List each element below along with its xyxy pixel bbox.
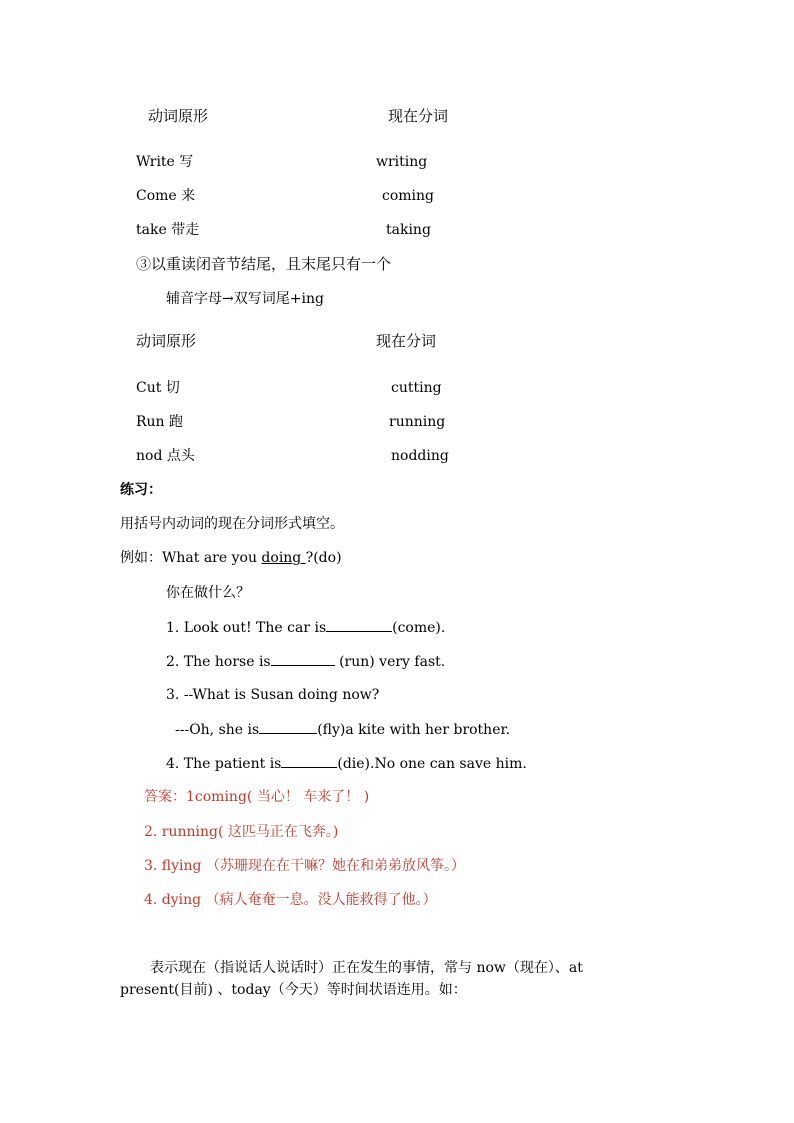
answer-blank[interactable] bbox=[259, 720, 317, 734]
question-3: 3. --What is Susan doing now? bbox=[166, 687, 380, 703]
table1-row-base: take 带走 bbox=[136, 222, 200, 238]
question-2: 2. The horse is (run) very fast. bbox=[166, 654, 446, 670]
answer-2: 2. running( 这匹马正在飞奔。) bbox=[144, 824, 339, 840]
table1-row-participle: coming bbox=[382, 188, 435, 204]
answer-4: 4. dying （病人奄奄一息。没人能救得了他。） bbox=[144, 892, 437, 908]
answer-blank[interactable] bbox=[281, 754, 337, 768]
answer-1: 答案：1coming( 当心！ 车来了！ ) bbox=[144, 789, 370, 805]
table2-header-base: 动词原形 bbox=[136, 332, 197, 350]
table2-header-participle: 现在分词 bbox=[376, 332, 437, 350]
question-4: 4. The patient is (die).No one can save him. bbox=[166, 756, 527, 772]
practice-example bbox=[120, 549, 342, 567]
example-translation: 你在做什么？ bbox=[166, 585, 250, 601]
answer-3: 3. flying （苏珊现在在干嘛？她在和弟弟放风筝。） bbox=[144, 858, 465, 874]
table2-row-participle: nodding bbox=[391, 448, 449, 464]
table1-row-participle: taking bbox=[386, 222, 431, 238]
question-1: 1. Look out! The car is (come). bbox=[166, 620, 446, 636]
rule3-line1: ③以重读闭音节结尾，且末尾只有一个 bbox=[136, 255, 392, 273]
table2-row-base: Cut 切 bbox=[136, 380, 180, 396]
example-prefix: 例如：What are you bbox=[120, 550, 262, 566]
example-answer: doing bbox=[261, 550, 306, 566]
rule3-line2: 辅音字母→双写词尾+ing bbox=[166, 291, 324, 307]
answer-blank[interactable] bbox=[271, 652, 335, 666]
table1-row-base: Write 写 bbox=[136, 154, 194, 170]
table2-row-participle: running bbox=[389, 414, 446, 430]
example-suffix: ?(do) bbox=[305, 550, 342, 566]
table1-header-base: 动词原形 bbox=[148, 107, 209, 125]
answer-blank[interactable] bbox=[326, 618, 392, 632]
table2-row-base: nod 点头 bbox=[136, 448, 195, 464]
table1-header-participle: 现在分词 bbox=[388, 107, 449, 125]
table1-row-base: Come 来 bbox=[136, 188, 196, 204]
practice-instruction: 用括号内动词的现在分词形式填空。 bbox=[120, 516, 344, 532]
table1-row-participle: writing bbox=[376, 154, 428, 170]
table2-row-participle: cutting bbox=[391, 380, 442, 396]
table2-row-base: Run 跑 bbox=[136, 414, 184, 430]
practice-title: 练习： bbox=[120, 482, 162, 498]
question-3-response: ---Oh, she is (fly)a kite with her brother. bbox=[175, 722, 511, 738]
usage-paragraph: 表示现在（指说话人说话时）正在发生的事情，常与 now（现在）、at present(目前) 、today（今天）等时间状语连用。如： bbox=[120, 960, 583, 998]
